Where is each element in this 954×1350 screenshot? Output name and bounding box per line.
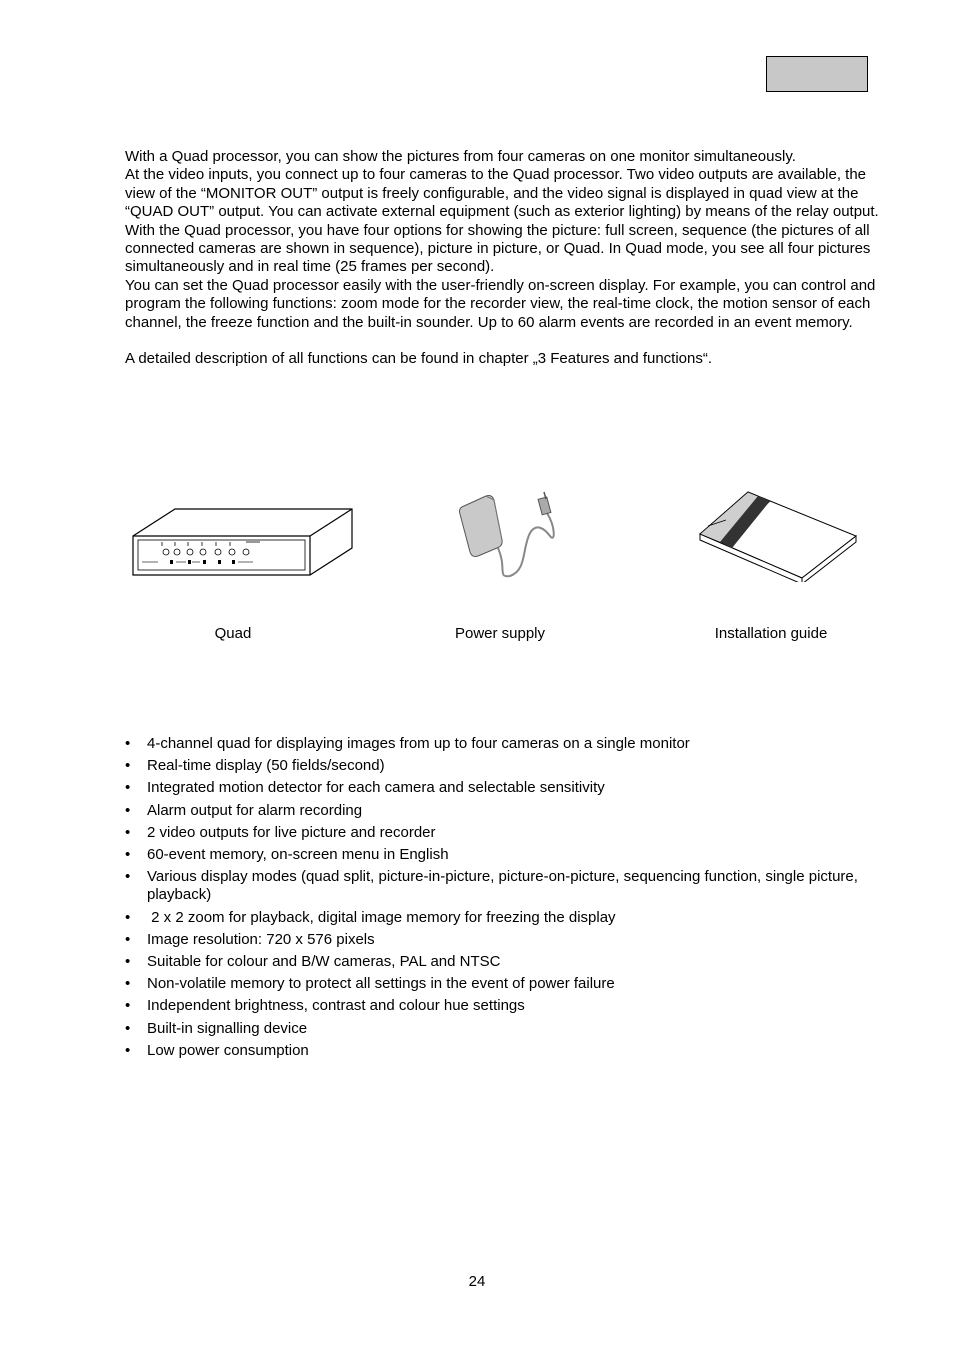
power-supply-image [452,488,564,580]
list-item: • Various display modes (quad split, picture-in-picture, picture-on-picture, sequencing function, single picture, playback) [125,868,865,904]
caption-installation-guide: Installation guide [714,625,828,642]
list-item: • Built-in signalling device [125,1020,865,1038]
list-item: • Independent brightness, contrast and colour hue settings [125,997,865,1015]
intro-paragraph: At the video inputs, you connect up to four cameras to the Quad processor. Two video outputs are available, the view of the “MONITOR OUT” output is freely configurable, and the video signal is displayed in quad view at the “QUAD OUT” output. You can activate external equipment (such as exterior lighting) by means of the relay output. [125,166,879,221]
intro-paragraph: You can set the Quad processor easily with the user-friendly on-screen display. For example, you can control and program the following functions: zoom mode for the recorder view, the real-time clock, the motion sensor of each channel, the freeze function and the built-in sounder. Up to 60 alarm events are recorded in an event memory. [125,276,876,331]
list-item: • Low power consumption [125,1042,865,1060]
installation-guide-image [698,490,858,582]
reference-note: A detailed description of all functions can be found in chapter „3 Features and functions“. [125,350,713,368]
intro-paragraph: With a Quad processor, you can show the pictures from four cameras on one monitor simultaneously. [125,148,796,165]
list-item: • 4-channel quad for displaying images from up to four cameras on a single monitor [125,735,865,753]
quad-device-image [128,500,358,580]
page-number: 24 [468,1273,486,1290]
language-tab [766,56,868,92]
caption-quad: Quad [214,625,252,642]
list-item: • 2 x 2 zoom for playback, digital image memory for freezing the display [125,909,865,927]
list-item: • Image resolution: 720 x 576 pixels [125,931,865,949]
feature-list [125,735,865,1064]
list-item: • 60-event memory, on-screen menu in English [125,846,865,864]
list-item: • Suitable for colour and B/W cameras, PAL and NTSC [125,953,865,971]
intro-paragraph: With the Quad processor, you have four options for showing the picture: full screen, sequence (the pictures of all connected cameras are shown in sequence), picture in picture, or Quad. In Quad mode, you see all four pictures simultaneously and in real time (25 frames per second). [125,221,871,276]
list-item: • Non-volatile memory to protect all settings in the event of power failure [125,975,865,993]
list-item: • Integrated motion detector for each camera and selectable sensitivity [125,779,865,797]
list-item: • 2 video outputs for live picture and recorder [125,824,865,842]
caption-power-supply: Power supply [454,625,546,642]
list-item: • Real-time display (50 fields/second) [125,757,865,775]
intro-text [125,148,885,369]
list-item: • Alarm output for alarm recording [125,802,865,820]
